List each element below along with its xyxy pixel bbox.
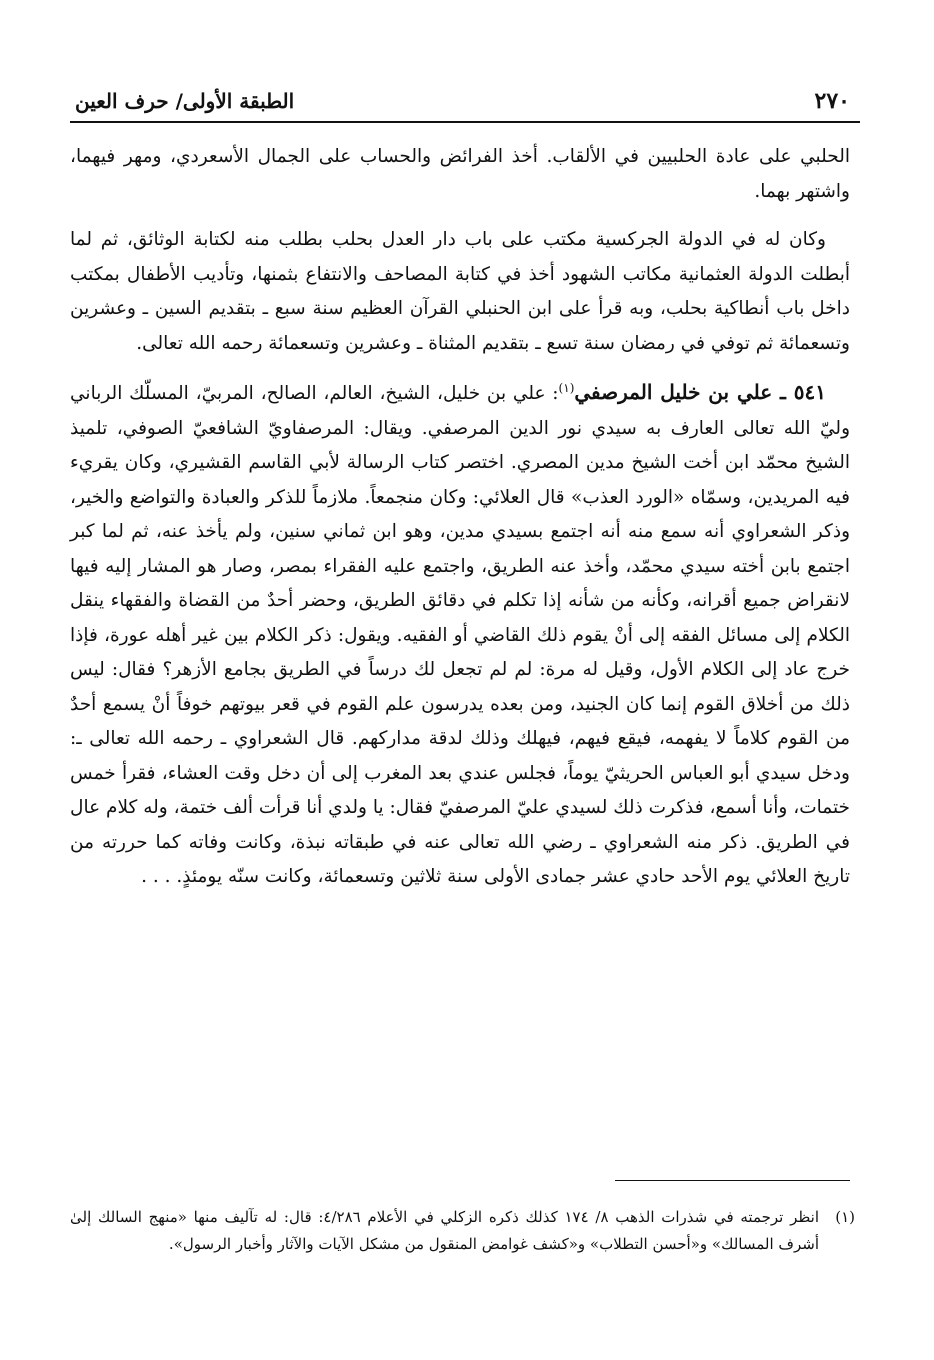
- page-number: ٢٧٠: [814, 88, 850, 114]
- footnote-1: [70, 1204, 855, 1258]
- entry-heading: ٥٤١ ـ علي بن خليل المرصفي: [574, 380, 827, 404]
- header-rule: [70, 121, 860, 123]
- page-header: [75, 84, 850, 118]
- footnote-reference[interactable]: (١): [558, 380, 575, 395]
- footnote-marker: (١): [835, 1208, 855, 1226]
- main-text: [70, 140, 850, 895]
- paragraph-office: وكان له في الدولة الجركسية مكتب على باب دار العدل بحلب بطلب منه لكتابة الوثائق، ثم لما أبطلت الدولة العثمانية مكاتب الشهود أخذ في كتابة المصاحف والانتفاع بثمنها، وتأديب الأطفال بمكتب داخل باب أنطاكية بحلب، وبه قرأ على ابن الحنبلي القرآن العظيم سنة سبع ـ بتقديم السين ـ وعشرين وتسعمائة ثم توفي في رمضان سنة تسع ـ بتقديم المثناة ـ وعشرين وتسعمائة رحمه الله تعالى.: [70, 229, 850, 354]
- footnote-rule: [615, 1180, 850, 1181]
- paragraph-continued: الحلبي على عادة الحلبيين في الألقاب. أخذ الفرائض والحساب على الجمال الأسعردي، ومهر فيهما، واشتهر بهما.: [70, 146, 850, 202]
- footnotes: [70, 1204, 855, 1258]
- footnote-text: انظر ترجمته في شذرات الذهب ٨/ ١٧٤ كذلك ذكره الزكلي في الأعلام ٤/٢٨٦: قال: له تآليف منها «منهج السالك إلىٰ أشرف المسالك» و«أحسن التطلاب» و«كشف غوامض المنقول من مشكل الآيات والآثار وأخبار الرسول».: [70, 1208, 819, 1253]
- running-title: الطبقة الأولى/ حرف العين: [75, 89, 295, 113]
- biography-entry-541: [70, 375, 850, 895]
- entry-text: : علي بن خليل، الشيخ، العالم، الصالح، المربيّ، المسلّك الرباني وليّ الله تعالى العارف به سيدي نور الدين المرصفي. ويقال: المرصفاويّ الشافعيّ الصوفي، تلميذ الشيخ محمّد ابن أخت الشيخ مدين المصري. اختصر كتاب الرسالة لأبي القاسم القشيري، وكان يقريء فيه المريدين، وسمّاه «الورد العذب» قال العلائي: وكان منجمعاً. ملازماً للذكر والعبادة والتواضع والخير، وذكر الشعراوي أنه سمع منه أنه اجتمع بسيدي مدين، وهو ابن ثماني سنين، ولم يأخذ عنه، ثم لما كبر اجتمع بابن أخته سيدي محمّد، وأخذ عنه الطريق، واجتمع عليه الفقراء بمصر، وصار هو المشار إليه فيها لانقراض جميع أقرانه، وكأنه من شأنه إذا تكلم في دقائق الطريق، وحضر أحدٌ من القضاة والفقهاء ينقل الكلام إلى مسائل الفقه إلى أنْ يقوم ذلك القاضي أو الفقيه. ويقول: ذكر الكلام بين غير أهله عورة، فإذا خرج عاد إلى الكلام الأول، وقيل له مرة: لم لم تجعل لك درساً في الطريق بجامع الأزهر؟ فقال: ليس ذلك من أخلاق القوم إنما كان الجنيد، ومن بعده يدرسون علم القوم في قعر بيوتهم خوفاً أنْ يسمع أحدٌ من القوم كلاماً لا يفهمه، فيقع فيهم، فيهلك وذلك لدقة مداركهم. قال الشعراوي ـ رحمه الله تعالى ـ: ودخل سيدي أبو العباس الحريثيّ يوماً، فجلس عندي بعد المغرب إلى أن دخل وقت العشاء، فقرأ خمس ختمات، وأنا أسمع، فذكرت ذلك لسيدي عليّ المرصفيّ فقال: يا ولدي أنا قرأت ألف ختمة، وله كلام عال في الطريق. ذكر منه الشعراوي ـ رضي الله تعالى عنه في طبقاته نبذة، وكانت وفاته كما حررته من تاريخ العلائي يوم الأحد حادي عشر جمادى الأولى سنة ثلاثين وتسعمائة، وكانت سنّه يومئذٍ. . . .: [70, 383, 850, 887]
